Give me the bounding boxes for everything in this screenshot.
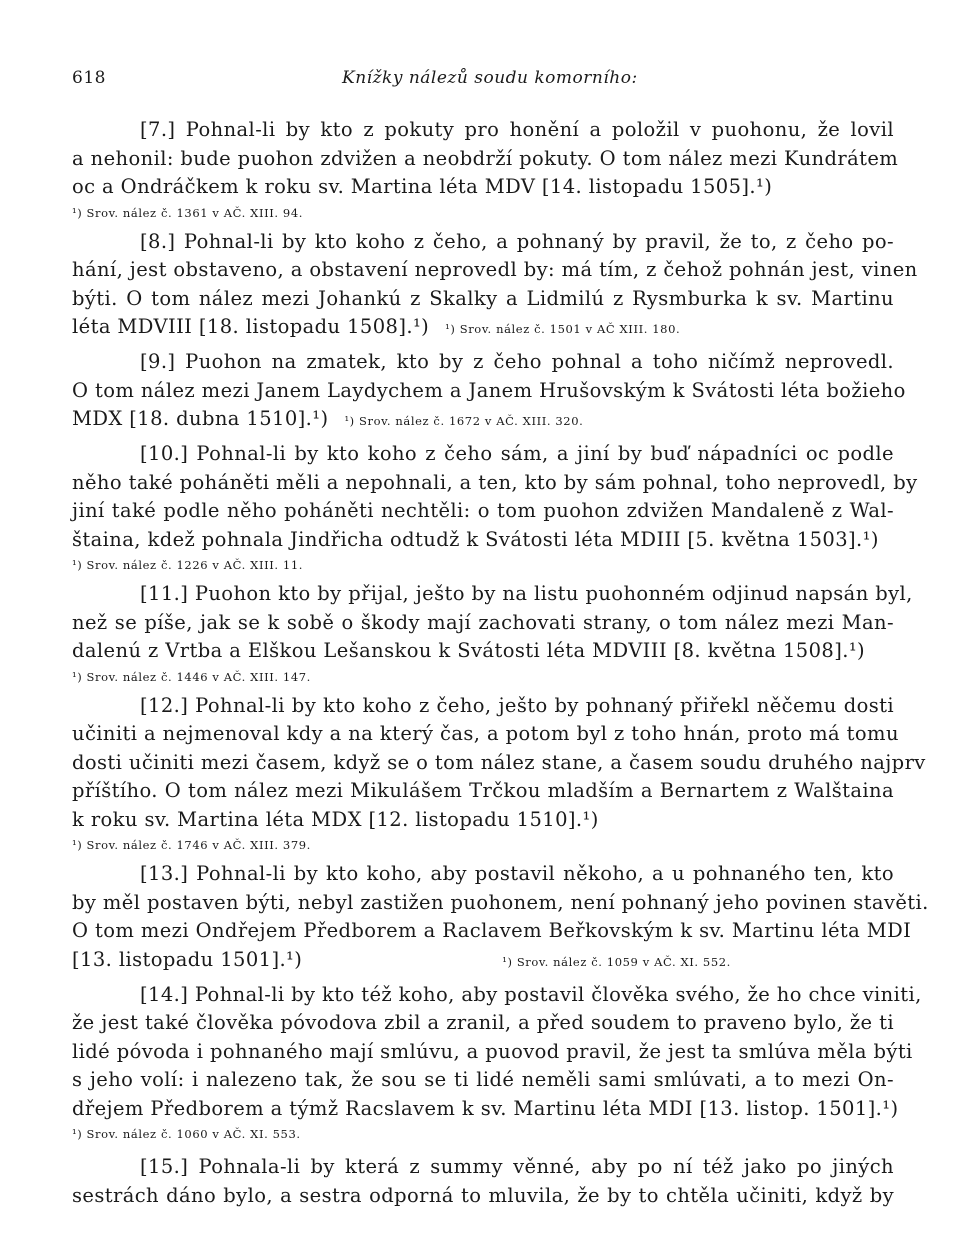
article-10 bbox=[72, 440, 918, 576]
article-text bbox=[72, 440, 918, 554]
text-line: O tom mezi Ondřejem Předborem a Raclavem Beřkovským k sv. Martinu léta MDI bbox=[72, 919, 912, 942]
text-line: dalenú z Vrtba a Elškou Lešanskou k Svátosti léta MDVIII [8. května 1508].¹) bbox=[72, 639, 866, 662]
article-text bbox=[72, 860, 929, 977]
text-line: by měl postaven býti, nebyl zastižen puohonem, není pohnaný jeho povinen stavěti. bbox=[72, 890, 929, 914]
article-text bbox=[72, 116, 899, 202]
text-line: oc a Ondráčkem k roku sv. Martina léta MDV [14. listopadu 1505].¹) bbox=[72, 175, 773, 198]
text-line bbox=[72, 405, 894, 436]
text-line-content: MDX [18. dubna 1510].¹) bbox=[72, 407, 329, 430]
text-line: dosti učiniti mezi časem, když se o tom nález stane, a časem soudu druhého najprv bbox=[72, 750, 926, 774]
text-line: O tom nález mezi Janem Laydychem a Janem Hrušovským k Svátosti léta božieho bbox=[72, 378, 906, 402]
page-body bbox=[72, 116, 929, 1210]
footnote: ¹) Srov. nález č. 1446 v AČ. XIII. 147. bbox=[72, 669, 311, 684]
text-line: štaina, kdež pohnala Jindřicha odtudž k Svátosti léta MDIII [5. května 1503].¹) bbox=[72, 527, 879, 551]
page-header bbox=[72, 68, 894, 92]
text-line: [8.] Pohnal-li by kto koho z čeho, a pohnaný by pravil, že to, z čeho po- bbox=[140, 229, 894, 253]
text-line bbox=[72, 313, 894, 344]
text-line: [9.] Puohon na zmatek, kto by z čeho pohnal a toho ničímž neprovedl. bbox=[140, 350, 894, 373]
text-line: učiniti a nejmenoval kdy a na který čas, a potom byl z toho hnán, proto má tomu bbox=[72, 722, 899, 745]
footnote: ¹) Srov. nález č. 1501 v AČ XIII. 180. bbox=[445, 322, 681, 336]
text-line: než se píše, jak se k sobě o škody mají zachovati strany, o tom nález mezi Man- bbox=[72, 610, 894, 634]
text-line: [7.] Pohnal-li by kto z pokuty pro honění a položil v puohonu, že lovil bbox=[140, 118, 894, 141]
text-line: býti. O tom nález mezi Johankú z Skalky a Lidmilú z Rysmburka k sv. Martinu bbox=[72, 286, 894, 310]
article-12 bbox=[72, 692, 926, 857]
footnote: ¹) Srov. nález č. 1060 v AČ. XI. 553. bbox=[72, 1127, 301, 1141]
text-line: něho také poháněti měli a nepohnali, a ten, kto by sám pohnal, toho neprovedl, by bbox=[72, 470, 918, 494]
text-line: [12.] Pohnal-li by kto koho z čeho, ješto by pohnaný přiřekl něčemu dosti bbox=[140, 693, 894, 717]
text-line: [13.] Pohnal-li by kto koho, aby postavil někoho, a u pohnaného ten, kto bbox=[140, 862, 894, 885]
text-line: a nehonil: bude puohon zdvižen a neobdrží pokuty. O tom nález mezi Kundrátem bbox=[72, 146, 899, 170]
footnote: ¹) Srov. nález č. 1746 v AČ. XIII. 379. bbox=[72, 838, 311, 852]
text-line: [15.] Pohnala-li by která z summy věnné, aby po ní též jako po jiných bbox=[140, 1155, 894, 1178]
article-11 bbox=[72, 580, 913, 688]
article-14 bbox=[72, 981, 922, 1154]
text-line: [11.] Puohon kto by přijal, ješto by na listu puohonném odjinud napsán byl, bbox=[140, 582, 913, 605]
article-text bbox=[72, 228, 918, 345]
article-8 bbox=[72, 228, 918, 349]
text-line: lidé póvoda i pohnaného mají smlúvu, a puovod pravil, že jest ta smlúva měla býti bbox=[72, 1039, 913, 1063]
text-line: [14.] Pohnal-li by kto též koho, aby postavil člověka svého, že ho chce viniti, bbox=[140, 982, 922, 1006]
article-15 bbox=[72, 1153, 894, 1210]
article-7 bbox=[72, 116, 899, 224]
article-text bbox=[72, 580, 913, 666]
text-line: hání, jest obstaveno, a obstavení neprovedl by: má tím, z čehož pohnán jest, vinen bbox=[72, 258, 918, 281]
text-line: k roku sv. Martina léta MDX [12. listopadu 1510].¹) bbox=[72, 807, 599, 831]
article-text bbox=[72, 981, 922, 1124]
page-number: 618 bbox=[72, 68, 106, 88]
article-9 bbox=[72, 348, 906, 440]
text-line-content: léta MDVIII [18. listopadu 1508].¹) bbox=[72, 315, 430, 338]
text-line bbox=[72, 946, 894, 977]
text-line: jiní také podle něho poháněti nechtěli: o tom puohon zdvižen Mandaleně z Wal- bbox=[72, 499, 894, 522]
article-text bbox=[72, 348, 906, 436]
article-text bbox=[72, 1153, 894, 1210]
article-13 bbox=[72, 860, 929, 981]
text-line: příštího. O tom nález mezi Mikulášem Trčkou mladším a Bernartem z Walštaina bbox=[72, 779, 894, 802]
text-line: sestrách dáno bylo, a sestra odporná to mluvila, že by to chtěla učiniti, když by bbox=[72, 1183, 894, 1207]
footnote: ¹) Srov. nález č. 1361 v AČ. XIII. 94. bbox=[72, 205, 304, 220]
article-text bbox=[72, 692, 926, 835]
text-line: že jest také člověka póvodova zbil a zranil, a před soudem to praveno bylo, že ti bbox=[72, 1011, 894, 1034]
text-line-content: [13. listopadu 1501].¹) bbox=[72, 947, 303, 971]
footnote: ¹) Srov. nález č. 1672 v AČ. XIII. 320. bbox=[344, 414, 584, 428]
text-line: dřejem Předborem a týmž Racslavem k sv. Martinu léta MDI [13. listop. 1501].¹) bbox=[72, 1096, 899, 1120]
text-line: [10.] Pohnal-li by kto koho z čeho sám, a jiní by buď nápadníci oc podle bbox=[140, 442, 894, 465]
footnote: ¹) Srov. nález č. 1059 v AČ. XI. 552. bbox=[502, 954, 731, 969]
running-title: Knížky nálezů soudu komorního: bbox=[342, 68, 638, 88]
text-line: s jeho volí: i nalezeno tak, že sou se ti lidé neměli sami smlúvati, a to mezi On- bbox=[72, 1068, 894, 1091]
footnote: ¹) Srov. nález č. 1226 v AČ. XIII. 11. bbox=[72, 558, 304, 572]
